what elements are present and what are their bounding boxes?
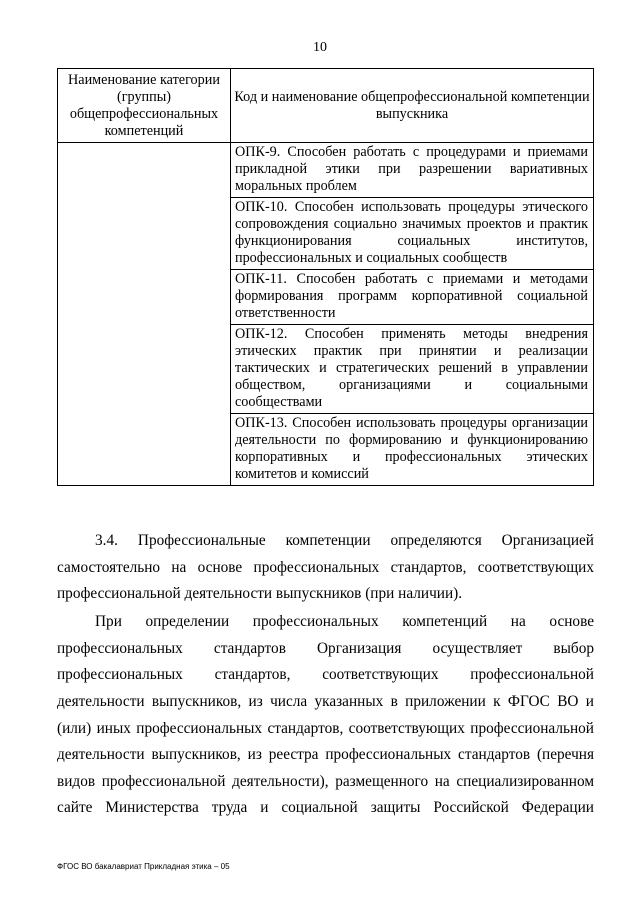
competency-opk-10: ОПК-10. Способен использовать процедуры этического сопровождения социально значимых проектов и практик функционирования социальных институтов, профессиональных и социальных сообществ xyxy=(231,198,594,270)
competency-opk-13: ОПК-13. Способен использовать процедуры организации деятельности по формированию и функционированию корпоративных и профессиональных этических комитетов и комиссий xyxy=(231,414,594,486)
competency-opk-11: ОПК-11. Способен работать с приемами и методами формирования программ корпоративной социальной ответственности xyxy=(231,270,594,325)
category-cell xyxy=(58,143,231,486)
paragraph-3-4: 3.4. Профессиональные компетенции определяются Организацией самостоятельно на основе профессиональных стандартов, соответствующих профессиональной деятельности выпускников (при наличии). xyxy=(57,532,594,603)
competency-opk-9: ОПК-9. Способен работать с процедурами и приемами прикладной этики при разрешении вариативных моральных проблем xyxy=(231,143,594,198)
competency-opk-12: ОПК-12. Способен применять методы внедрения этических практик при принятии и реализации тактических и стратегических решений в управлении обществом, организациями и социальными сообществами xyxy=(231,325,594,414)
paragraph-professional-standards: При определении профессиональных компетенций на основе профессиональных стандартов Организация осуществляет выбор профессиональных стандартов, соответствующих профессиональной деятельности выпускников, из числа указанных в приложении к ФГОС ВО и (или) иных профессиональных стандартов, соответствующих профессиональной деятельности выпускников, из реестра профессиональных стандартов (перечня видов профессиональной деятельности), размещенного на специализированном сайте Министерства труда и социальной защиты Российской Федерации xyxy=(57,613,594,817)
competency-table xyxy=(57,68,594,486)
table-row xyxy=(58,143,594,198)
footer-note: ФГОС ВО бакалавриат Прикладная этика – 05 xyxy=(57,862,230,871)
header-category: Наименование категории (группы) общепрофессиональных компетенций xyxy=(58,69,231,143)
page-number: 10 xyxy=(313,40,327,55)
header-competency: Код и наименование общепрофессиональной компетенции выпускника xyxy=(231,69,594,143)
table-header-row xyxy=(58,69,594,143)
